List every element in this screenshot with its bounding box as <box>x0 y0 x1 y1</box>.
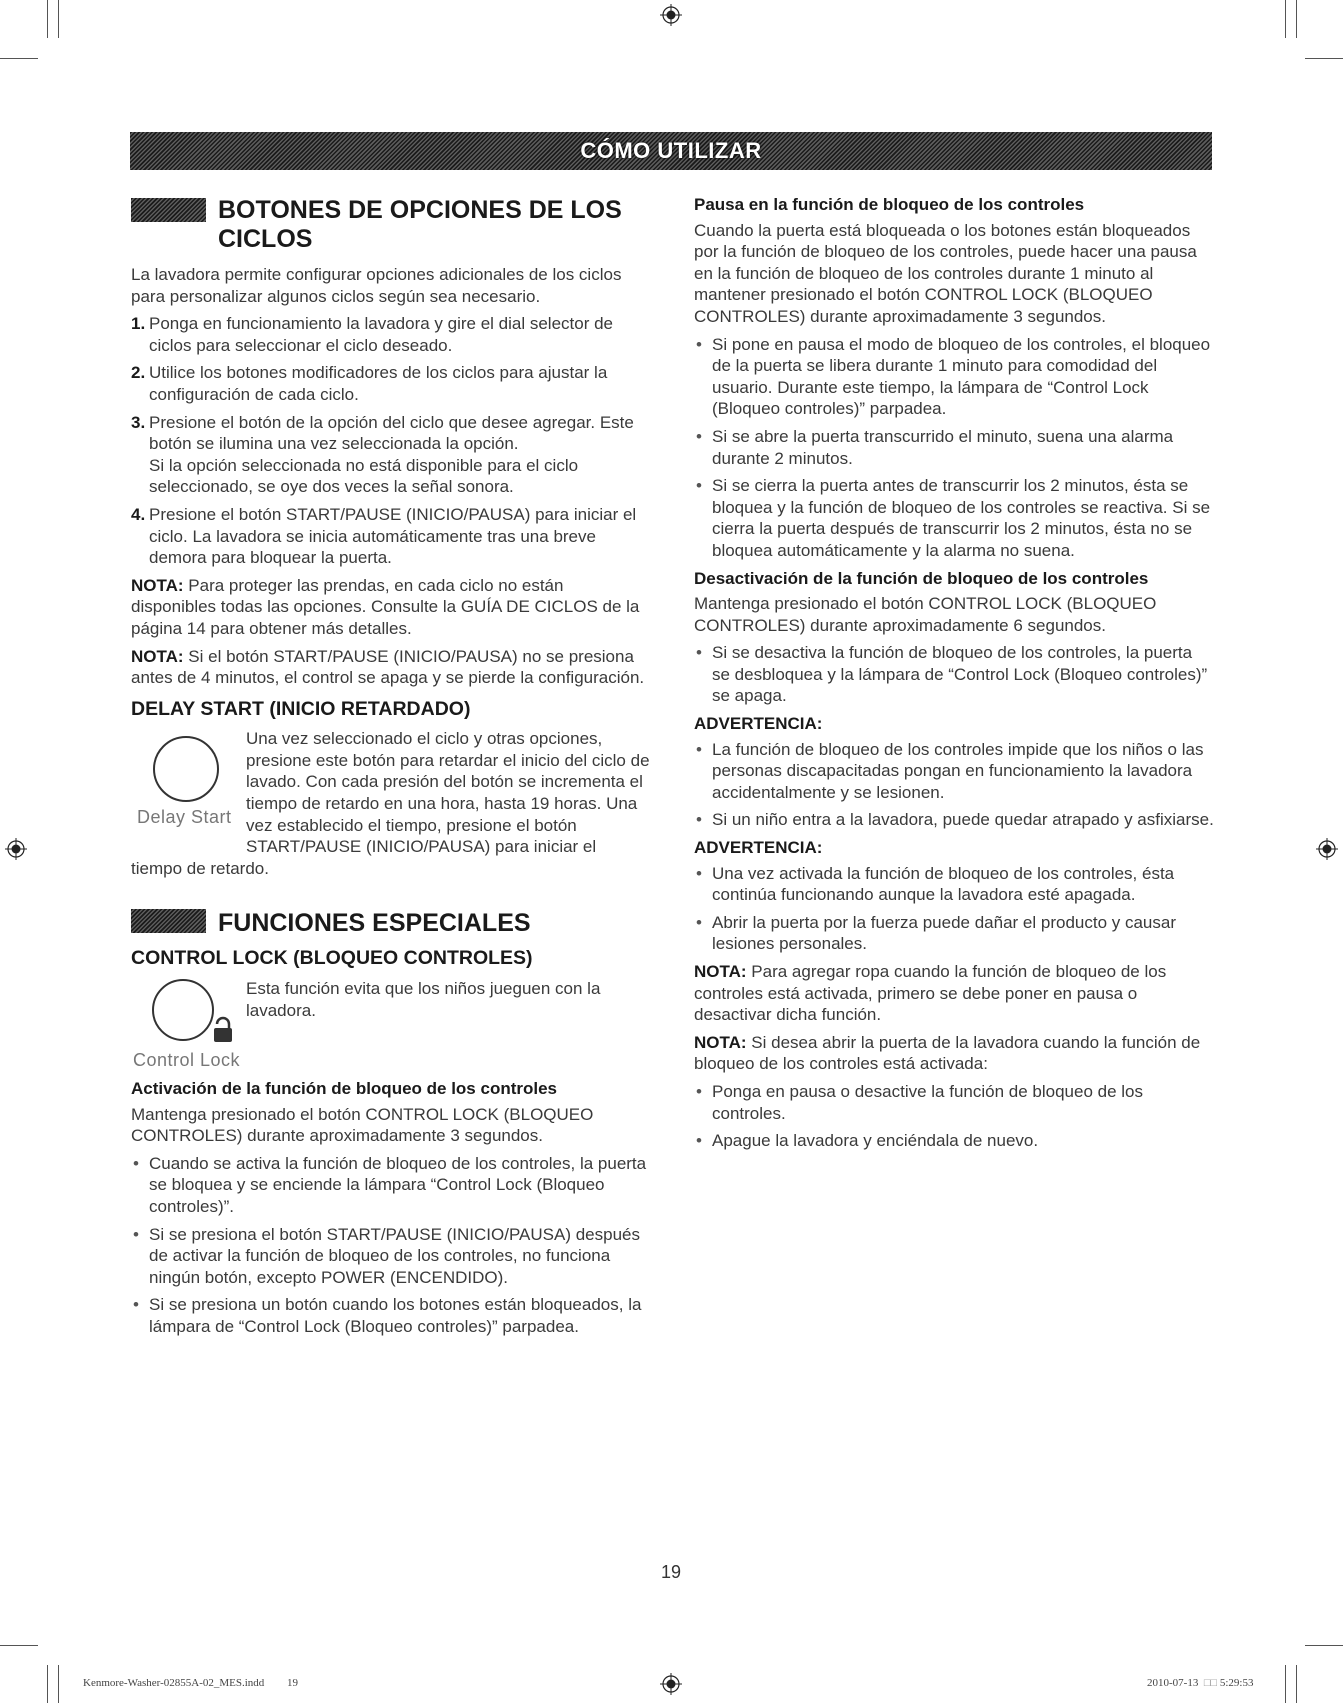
crop-mark <box>47 1665 48 1703</box>
delay-start-block <box>131 728 651 879</box>
registration-mark-icon <box>660 4 682 26</box>
list-item: • Si pone en pausa el modo de bloqueo de los controles, el bloqueo de la puerta se libera durante 1 minuto para comodidad del usuario. Durante este tiempo, la lámpara de “Control Lock (Bloqueo controles)” parpadea. <box>694 334 1214 420</box>
crop-mark <box>1296 0 1297 38</box>
intro-text: La lavadora permite configurar opciones adicionales de los ciclos para personalizar algunos ciclos según sea necesario. <box>131 265 622 306</box>
note-text: NOTA: Si el botón START/PAUSE (INICIO/PAUSA) no se presiona antes de 4 minutos, el control se apaga y se pierde la configuración. <box>131 646 645 688</box>
bullet-list <box>694 642 1214 707</box>
control-lock-block <box>131 978 651 1078</box>
page-number: 19 <box>661 1562 682 1582</box>
footer-file-page: 19 <box>287 1677 298 1689</box>
list-item: • Ponga en pausa o desactive la función de bloqueo de los controles. <box>694 1081 1214 1124</box>
crop-mark <box>0 58 38 59</box>
note-text: NOTA: Si desea abrir la puerta de la lavadora cuando la función de bloqueo de los controles está activada: <box>694 1032 1201 1074</box>
list-item: • Si se abre la puerta transcurrido el minuto, suena una alarma durante 2 minutos. <box>694 426 1214 469</box>
bullet-list <box>694 334 1214 562</box>
crop-mark <box>58 1665 59 1703</box>
note-text: NOTA: Para agregar ropa cuando la función de bloqueo de los controles está activada, primero se debe poner en pausa o desactivar dicha función. <box>694 962 1167 1025</box>
bullet-list <box>131 1153 651 1338</box>
crop-mark <box>0 1645 38 1646</box>
crop-mark <box>1285 1665 1286 1703</box>
footer-timestamp: 2010-07-13 □□ 5:29:53 <box>1147 1677 1254 1689</box>
section-banner <box>130 132 1212 170</box>
list-item: • Si se desactiva la función de bloqueo de los controles, la puerta se desbloquea y la lámpara de “Control Lock (Bloqueo controles)” se apaga. <box>694 642 1214 707</box>
crop-mark <box>47 0 48 38</box>
list-item: 2. Utilice los botones modificadores de los ciclos para ajustar la configuración de cada ciclo. <box>131 363 608 404</box>
banner-title: CÓMO UTILIZAR <box>580 138 762 163</box>
body-text: Cuando la puerta está bloqueada o los botones están bloqueados por la función de bloqueo de los controles, puede hacer una pausa en la función de bloqueo de los controles durante 1 minuto al mantener presionado el botón CONTROL LOCK (BLOQUEO CONTROLES) durante aproximadamente 3 segundos. <box>694 220 1197 326</box>
section-heading <box>131 909 651 938</box>
delay-start-text: Una vez seleccionado el ciclo y otras opciones, presione este botón para retardar el inicio del ciclo de lavado. Con cada presión del botón se incrementa el tiempo de retardo en una hora, hasta 19 horas. Una vez establecido el tiempo, presione el botón START/PAUSE (INICIO/PAUSA) para iniciar el tiempo de retardo. <box>131 729 650 878</box>
footer-file-name: Kenmore-Washer-02855A-02_MES.indd <box>83 1677 265 1689</box>
icon-caption: Control Lock <box>133 1050 241 1071</box>
left-column <box>131 196 651 1344</box>
bullet-list <box>694 1081 1214 1152</box>
body-text: Mantenga presionado el botón CONTROL LOCK (BLOQUEO CONTROLES) durante aproximadamente 3 segundos. <box>131 1104 594 1146</box>
control-lock-button-icon <box>131 978 246 1078</box>
heading-marker <box>131 198 206 222</box>
warning-title: ADVERTENCIA: <box>694 714 823 734</box>
list-item: • Una vez activada la función de bloqueo de los controles, ésta continúa funcionando aunque la lavadora esté apagada. <box>694 863 1214 906</box>
steps-list <box>131 313 651 569</box>
list-item: • Si se presiona el botón START/PAUSE (INICIO/PAUSA) después de activar la función de bloqueo de los controles, no funciona ningún botón, excepto POWER (ENCENDIDO). <box>131 1224 651 1289</box>
crop-mark <box>58 0 59 38</box>
delay-start-button-icon <box>131 728 246 838</box>
heading-marker <box>131 909 206 933</box>
note-text: NOTA: Para proteger las prendas, en cada ciclo no están disponibles todas las opciones. Consulte la GUÍA DE CICLOS de la página 14 para obtener más detalles. <box>131 575 640 638</box>
list-item: • Apague la lavadora y enciéndala de nuevo. <box>694 1130 1214 1152</box>
list-item: • Cuando se activa la función de bloqueo de los controles, la puerta se bloquea y se enciende la lámpara “Control Lock (Bloqueo controles)”. <box>131 1153 651 1218</box>
list-item: • Si se cierra la puerta antes de transcurrir los 2 minutos, ésta se bloquea y la función de bloqueo de los controles se reactiva. Si se cierra la puerta después de transcurrir los 2 minutos, ésta no se bloquea automáticamente y la alarma no suena. <box>694 475 1214 561</box>
registration-mark-icon <box>5 838 27 860</box>
registration-mark-icon <box>660 1673 682 1695</box>
subsection-title: CONTROL LOCK (BLOQUEO CONTROLES) <box>131 947 533 970</box>
section-title: FUNCIONES ESPECIALES <box>218 909 531 938</box>
crop-mark <box>1305 58 1343 59</box>
warning-title: ADVERTENCIA: <box>694 838 823 858</box>
control-lock-text: Esta función evita que los niños jueguen con la lavadora. <box>246 979 601 1020</box>
body-text: Mantenga presionado el botón CONTROL LOCK (BLOQUEO CONTROLES) durante aproximadamente 6 segundos. <box>694 594 1157 635</box>
list-item: 3. Presione el botón de la opción del ciclo que desee agregar. Este botón se ilumina una vez seleccionada la opción. Si la opción seleccionada no está disponible para el ciclo seleccionado, se oye dos veces la señal sonora. <box>131 412 634 497</box>
bullet-list <box>694 863 1214 955</box>
crop-mark <box>1296 1665 1297 1703</box>
crop-mark <box>1285 0 1286 38</box>
subsection-title: Pausa en la función de bloqueo de los controles <box>694 195 1085 214</box>
list-item: • Si un niño entra a la lavadora, puede quedar atrapado y asfixiarse. <box>694 809 1214 831</box>
list-item: • Si se presiona un botón cuando los botones están bloqueados, la lámpara de “Control Lock (Bloqueo controles)” parpadea. <box>131 1294 651 1337</box>
list-item: • La función de bloqueo de los controles impide que los niños o las personas discapacitadas pongan en funcionamiento la lavadora accidentalmente y se lesionen. <box>694 739 1214 804</box>
section-title: BOTONES DE OPCIONES DE LOS CICLOS <box>218 196 622 253</box>
list-item: 4. Presione el botón START/PAUSE (INICIO/PAUSA) para iniciar el ciclo. La lavadora se inicia automáticamente tras una breve demora para bloquear la puerta. <box>131 504 637 568</box>
list-item: • Abrir la puerta por la fuerza puede dañar el producto y causar lesiones personales. <box>694 912 1214 955</box>
registration-mark-icon <box>1316 838 1338 860</box>
right-column <box>694 194 1214 1158</box>
subsection-title: Activación de la función de bloqueo de los controles <box>131 1079 558 1099</box>
subsection-title: DELAY START (INICIO RETARDADO) <box>131 697 471 720</box>
section-heading <box>131 196 651 254</box>
crop-mark <box>1305 1645 1343 1646</box>
bullet-list <box>694 739 1214 831</box>
icon-caption: Delay Start <box>137 807 232 828</box>
list-item: 1. Ponga en funcionamiento la lavadora y gire el dial selector de ciclos para seleccionar el ciclo deseado. <box>131 314 614 355</box>
subsection-title: Desactivación de la función de bloqueo de los controles <box>694 568 1149 588</box>
